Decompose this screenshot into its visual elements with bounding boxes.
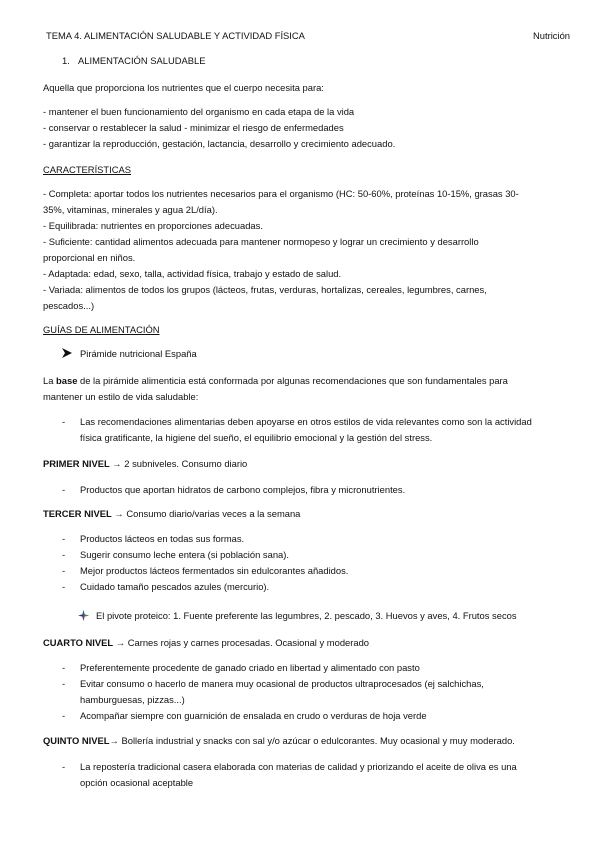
recommendation-line: Las recomendaciones alimentarias deben apoyarse en otros estilos de vida relevantes como son la actividad: [80, 416, 532, 427]
level3-text: → Consumo diario/varias veces a la semana: [111, 508, 301, 519]
dash-bullet: -: [62, 581, 66, 592]
level1-text: → 2 subniveles. Consumo diario: [109, 458, 248, 469]
recommendation-line: física gratificante, la higiene del sueño, el equilibrio emocional y la gestión del stress.: [80, 432, 433, 443]
pyramid-bullet-text: Pirámide nutricional España: [80, 348, 197, 359]
characteristic-line: - Completa: aportar todos los nutrientes necesarios para el organismo (HC: 50-60%, proteínas 10-15%, grasas 30-: [43, 188, 519, 199]
level4-item: Acompañar siempre con guarnición de ensalada en crudo o verduras de hoja verde: [80, 710, 427, 721]
dash-bullet: -: [62, 662, 66, 673]
dash-bullet: -: [62, 710, 66, 721]
characteristic-line: - Suficiente: cantidad alimentos adecuada para mantener normopeso y lograr un crecimiento y desarrollo: [43, 236, 479, 247]
dash-bullet: -: [62, 533, 66, 544]
base-paragraph-line2: mantener un estilo de vida saludable:: [43, 391, 199, 402]
section-title: ALIMENTACIÓN SALUDABLE: [78, 55, 206, 66]
level1-item: Productos que aportan hidratos de carbono complejos, fibra y micronutrientes.: [80, 484, 406, 495]
base-prefix: La: [43, 375, 57, 386]
characteristic-line: - Variada: alimentos de todos los grupos (lácteos, frutas, verduras, hortalizas, cereales, legumbres, carnes,: [43, 284, 487, 295]
level3-heading: [43, 508, 300, 520]
level5-item: opción ocasional aceptable: [80, 777, 194, 788]
level5-label: QUINTO NIVEL: [43, 735, 110, 746]
characteristic-line: 35%, vitaminas, minerales y agua 2L/día).: [43, 204, 218, 215]
dash-bullet: -: [62, 678, 66, 689]
guides-heading: GUÍAS DE ALIMENTACIÓN: [43, 324, 160, 335]
level3-item: Productos lácteos en todas sus formas.: [80, 533, 245, 544]
arrowhead-bullet-icon: [62, 348, 72, 361]
level4-item: Evitar consumo o hacerlo de manera muy ocasional de productos ultraprocesados (ej salchichas,: [80, 678, 484, 689]
level4-item: hamburguesas, pizzas...): [80, 694, 185, 705]
level1-label: PRIMER NIVEL: [43, 458, 110, 469]
dash-bullet: -: [62, 484, 66, 495]
base-suffix: de la pirámide alimenticia está conformada por algunas recomendaciones que son fundamentales para: [77, 375, 508, 386]
header-subject: Nutrición: [533, 30, 570, 41]
characteristic-line: - Adaptada: edad, sexo, talla, actividad física, trabajo y estado de salud.: [43, 268, 342, 279]
level4-item: Preferentemente procedente de ganado criado en libertad y alimentado con pasto: [80, 662, 420, 673]
base-paragraph-line1: [43, 375, 508, 387]
level4-text: → Carnes rojas y carnes procesadas. Ocasional y moderado: [113, 637, 370, 648]
level5-item: La repostería tradicional casera elaborada con materias de calidad y priorizando el aceite de oliva es una: [80, 761, 517, 772]
characteristics-heading: CARACTERÍSTICAS: [43, 164, 132, 175]
goal-line: - mantener el buen funcionamiento del organismo en cada etapa de la vida: [43, 106, 355, 117]
dash-bullet: -: [62, 565, 66, 576]
intro-text: Aquella que proporciona los nutrientes que el cuerpo necesita para:: [43, 82, 324, 93]
level3-item: Sugerir consumo leche entera (si población sana).: [80, 549, 289, 560]
dash-bullet: -: [62, 549, 66, 560]
characteristic-line: proporcional en niños.: [43, 252, 136, 263]
base-bold-word: base: [56, 375, 78, 386]
level5-heading: [43, 735, 515, 747]
level1-heading: [43, 458, 247, 470]
goal-line: - garantizar la reproducción, gestación, lactancia, desarrollo y crecimiento adecuado.: [43, 138, 396, 149]
dash-bullet: -: [62, 761, 66, 772]
section-number: 1.: [62, 55, 70, 66]
characteristic-line: - Equilibrada: nutrientes en proporciones adecuadas.: [43, 220, 263, 231]
level3-label: TERCER NIVEL: [43, 508, 112, 519]
level4-label: CUARTO NIVEL: [43, 637, 114, 648]
level3-item: Mejor productos lácteos fermentados sin edulcorantes añadidos.: [80, 565, 349, 576]
header-title: TEMA 4. ALIMENTACIÓN SALUDABLE Y ACTIVIDAD FÍSICA: [46, 30, 305, 41]
level4-heading: [43, 637, 369, 649]
colored-star-bullet-icon: [78, 610, 89, 623]
dash-bullet: -: [62, 416, 66, 427]
level3-item: Cuidado tamaño pescados azules (mercurio).: [80, 581, 270, 592]
level5-text: → Bollería industrial y snacks con sal y/o azúcar o edulcorantes. Muy ocasional y muy moderado.: [109, 735, 515, 746]
characteristic-line: pescados...): [43, 300, 95, 311]
protein-pivot-text: El pivote proteico: 1. Fuente preferente las legumbres, 2. pescado, 3. Huevos y aves, 4. Frutos secos: [96, 610, 517, 621]
goal-line: - conservar o restablecer la salud - minimizar el riesgo de enfermedades: [43, 122, 344, 133]
